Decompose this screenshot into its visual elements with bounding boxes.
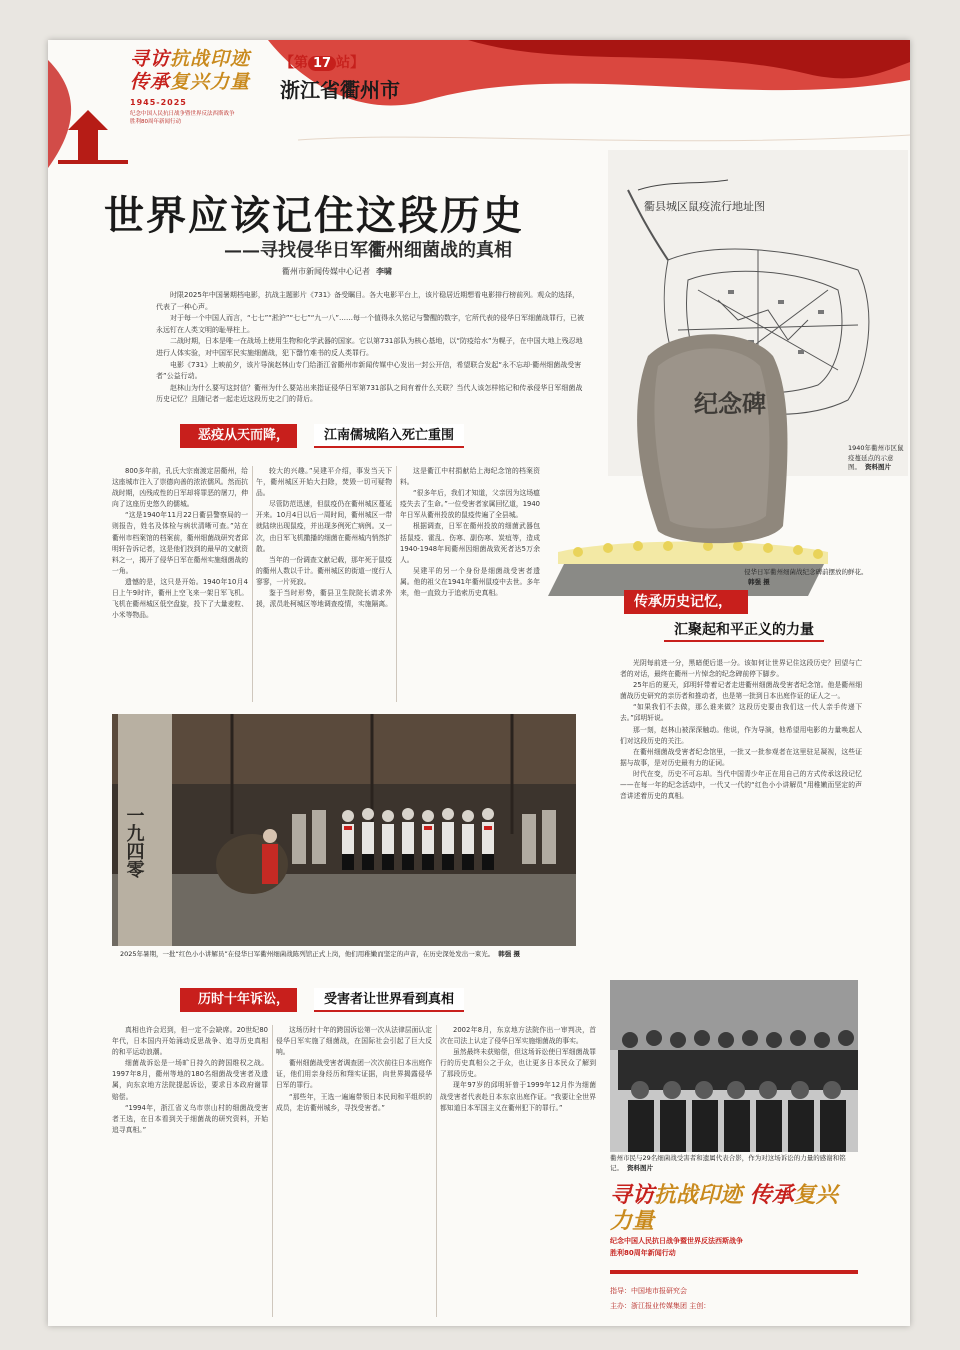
brand-years: 1945-2025 xyxy=(130,98,187,107)
section-header-3: 历时十年诉讼， 受害者让世界看到真相 xyxy=(180,988,480,1012)
body-column-3: 这是衢江中村捐献给上海纪念馆的档案资料。 “很多年后，我们才知道，父亲因为这场瘟疫失去了生命。”一位受害者家属回忆道，1940年日军从衢州投放的鼠疫传遍了全县城。 根据调查，日军在衢州投放的细菌武器包括鼠疫、霍乱、伤寒、副伤寒、炭疽等，造成1940-1948年间衢州因细菌战致死者达5万余人。 吴建平的另一个身份是细菌战受害者遗属。他的祖父在1941年衢州鼠疫中去世。多年来，他一直致力于追索历史真相。 xyxy=(400,467,540,598)
masthead xyxy=(48,40,910,168)
station-city: 浙江省衢州市 xyxy=(280,78,400,102)
body-column-bottom-1: 真相也许会迟到，但一定不会缺席。20世纪80年代，日本国内开始涌动反思战争、追寻历史真相的和平运动浪潮。 细菌战诉讼是一场旷日持久的跨国维权之战。1997年8月，衢州等地的180名细菌战受害者及遗属，向东京地方法院提起诉讼，要求日本政府谢罪赔偿。 “1994年，浙江省义乌市崇山村的细菌战受害者王选，在日本看到关于细菌战的研究资料，开始追寻真相。” xyxy=(112,1026,268,1134)
article-title: 世界应该记住这段历史 xyxy=(104,192,524,239)
memorial-stone-photo xyxy=(538,316,838,606)
pillar-inscription: 一九四零 xyxy=(123,806,145,878)
body-column-bottom-3: 2002年8月，东京地方法院作出一审判决，首次在司法上认定了侵华日军实施细菌战的事实。 虽然最终未获赔偿，但这场诉讼使日军细菌战罪行的历史真相公之于众，也让更多日本民众了解到了那段历史。 现年97岁的邱明轩曾于1999年12月作为细菌战受害者代表赴日本东京出庭作证。“我要让全世界都知道日本军国主义在衢州犯下的罪行。” xyxy=(440,1026,596,1112)
brand-line-1: 寻访抗战印迹 xyxy=(130,48,251,70)
organizer-sub1: 纪念中国人民抗日战争暨世界反法西斯战争 xyxy=(610,1237,743,1245)
body-column-bottom-2: 这场历时十年的跨国诉讼第一次从法律层面认定侵华日军实施了细菌战，在国际社会引起了巨大反响。 衢州细菌战受害者调查团一次次前往日本出庭作证，他们用亲身经历和翔实证据，向世界揭露侵华日军的罪行。 “那些年，王选一遍遍带领日本民间和平组织的成员，走访衢州城乡，寻找受害者。” xyxy=(276,1026,432,1112)
map-title: 衢县城区鼠疫流行地址图 xyxy=(644,200,765,213)
brand-sub: 纪念中国人民抗日战争暨世界反法西斯战争 胜利80周年新闻行动 xyxy=(130,111,235,125)
section-header-2: 传承历史记忆， 汇聚起和平正义的力量 xyxy=(624,590,864,646)
stone-inscription: 纪念碑 xyxy=(694,389,766,418)
map-caption: 1940年衢州市区鼠疫蔓延点的示意图。 资料图片 xyxy=(848,444,904,471)
organizer-host: 主办：浙江报业传媒集团 主创： xyxy=(610,1302,711,1310)
article-subtitle: ——寻找侵华日军衢州细菌战的真相 xyxy=(224,240,512,261)
group-photo xyxy=(610,980,858,1152)
group-caption: 衢州市民与29名细菌战受害者和遗属代表合影，作为对这场诉讼的力量的感谢和铭记。 资料图片 xyxy=(610,1154,846,1172)
newspaper-page xyxy=(48,40,910,1326)
brand-logo xyxy=(130,48,270,126)
organizer-title: 寻访抗战印迹 传承复兴力量 xyxy=(610,1182,838,1234)
byline: 衢州市新闻传媒中心记者 李啸 xyxy=(282,267,392,276)
organizer-bar xyxy=(610,1270,858,1274)
organizer-block xyxy=(610,1182,858,1322)
section-header-1: 恶疫从天而降， 江南儒城陷入死亡重围 xyxy=(180,424,480,448)
lead-paragraphs: 时限2025年中国暑期档电影，抗战主题影片《731》备受瞩目。各大电影平台上，该片稳居近期想看电影排行榜前列。观众的选择，代表了一种心声。 对于每一个中国人而言，“七七”“淞沪”“七七”“九一八”……每一个值得永久铭记与警醒的数字，它所代表的侵华日军细菌战罪行，已被永远钉在人类文明的耻辱柱上。 二战时期，日本是唯一在战场上使用生物和化学武器的国家。它以第731部队为核心基地，以“防疫给水”为幌子，在中国大地上残忍地进行人体实验，对中国军民实施细菌战，犯下罄竹难书的反人类罪行。 电影《731》上映前夕，该片导演赵林山专门给浙江省衢州市新闻传媒中心发出一封公开信，希望联合发起“永不忘却·衢州细菌战受害者”公益行动。 赵林山为什么要写这封信？衢州为什么要站出来指证侵华日军第731部队之间有着什么关联？当代人该怎样铭记和传承侵华日军细菌战历史记忆？且随记者一起走近这段历史之门的背后。 xyxy=(156,291,585,404)
organizer-sub2: 胜利80周年新闻行动 xyxy=(610,1249,676,1257)
body-column-1: 800多年前，孔氏大宗南渡定居衢州，给这座城市注入了崇德向善的浓浓儒风。然而抗战时期，凶残成性的日军却将罪恶的屠刀，伸向了这座历史悠久的儒城。 “这是1940年11月22日衢县警察局的一则报告，姓名及体检与病状清晰可查。”站在衢州市档案馆的档案前，衢州细菌战研究者邱明轩告诉记者，这是他们找到的最早的文献资料之一，揭开了侵华日军在衢州实施细菌战的一角。 遗憾的是，这只是开始。1940年10月4日上午9时许，衢州上空飞来一架日军飞机。飞机在衢州城区低空盘旋，投下了大量麦粒、小米等物品。 xyxy=(112,467,248,620)
body-column-right: 光阴每前进一分，黑暗便后退一分。该如何让世界记住这段历史？回望与亡者的对话，最终在衢州一片悼念的纪念碑前停下脚步。 25年后的夏天，邱明轩带着记者走进衢州细菌战受害者纪念馆。他是衢州细菌战历史研究的亲历者和推动者，也是第一批到日本出庭作证的证人之一。 “如果我们不去做，那么谁来做？这段历史要由我们这一代人亲手传递下去。”邱明轩说。 那一刻，赵林山被深深触动。他说，作为导演，他希望用电影的力量唤起人们对这段历史的关注。 在衢州细菌战受害者纪念馆里，一批又一批参观者在这里驻足凝视，这些证据与故事，是对历史最有力的证词。 时代在变，历史不可忘却。当代中国青少年正在用自己的方式传承这段记忆——在每一年的纪念活动中，一代又一代的“红色小小讲解员”用稚嫩而坚定的声音讲述着历史的真相。 xyxy=(620,659,862,801)
station-tag: 【第 17 站】 浙江省衢州市 xyxy=(280,55,400,102)
young-guides-photo xyxy=(112,714,576,946)
body-column-2: 较大的兴趣。”吴建平介绍，事发当天下午，衢州城区开始大扫除，焚毁一切可疑物品。 尽管防范迅速，但鼠疫仍在衢州城区蔓延开来。10月4日以后一周时间，衢州城区一带就陆续出现鼠疫，并出现多例死亡病例。又一次，由日军飞机撒播的细菌在衢州城内悄然扩散。 当年的一份调查文献记载，那年死于鼠疫的衢州人数以千计。衢州城区的街道一度行人寥寥，一片死寂。 鉴于当时形势，衢县卫生院院长请求外援，派员赴柯城区等地调查疫情，实施隔离。 xyxy=(256,467,392,609)
organizer-guide: 指导：中国地市报研究会 xyxy=(610,1287,687,1295)
stone-caption: 侵华日军衢州细菌战纪念碑前摆放的鲜花。韩强 摄 xyxy=(744,568,868,586)
brand-line-2: 传承复兴力量 xyxy=(130,71,251,93)
young-guides-caption: 2025年暑期，一批“红色小小讲解员”在侵华日军衢州细菌战陈列馆正式上岗，他们用稚嫩而坚定的声音，在历史深处发出一束光。 韩强 摄 xyxy=(120,950,521,958)
